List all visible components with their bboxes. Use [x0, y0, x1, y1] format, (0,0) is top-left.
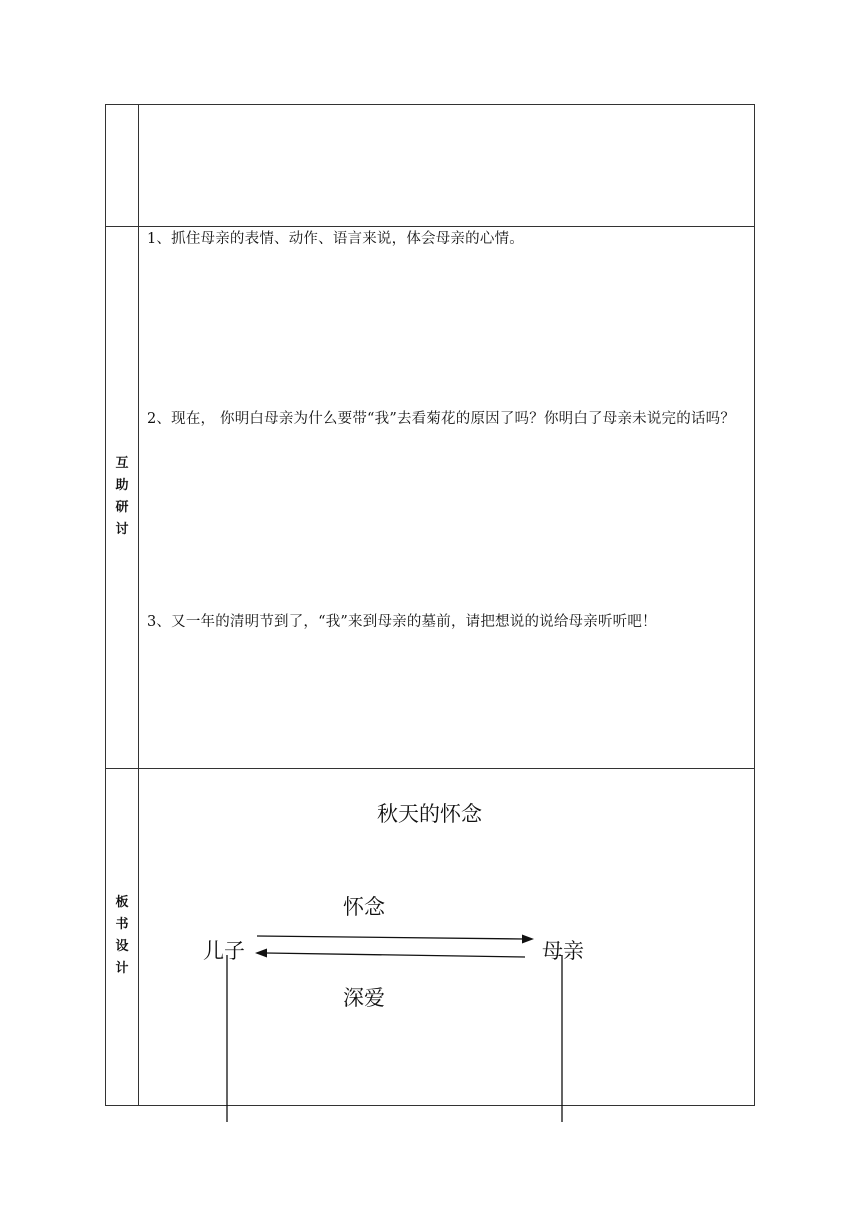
section-label-board	[106, 892, 138, 980]
right-node-label: 母亲	[542, 939, 584, 963]
label-char: 研	[115, 500, 129, 515]
top-arrow-label: 怀念	[343, 895, 385, 919]
label-char: 书	[115, 917, 129, 932]
column-divider	[138, 105, 139, 1105]
bottom-arrow-label: 深爱	[343, 986, 385, 1010]
question-2: 2、现在， 你明白母亲为什么要带“我”去看菊花的原因了吗？你明白了母亲未说完的话吗？	[147, 411, 736, 427]
question-1: 1、抓住母亲的表情、动作、语言来说，体会母亲的心情。	[147, 231, 524, 247]
label-char: 计	[115, 961, 129, 976]
label-char: 助	[115, 478, 129, 493]
label-char: 互	[115, 456, 129, 471]
section-label-research	[106, 453, 138, 541]
question-3: 3、又一年的清明节到了，“我”来到母亲的墓前，请把想说的说给母亲听听吧！	[147, 614, 657, 630]
label-char: 设	[115, 939, 129, 954]
left-node-label: 儿子	[203, 939, 245, 963]
label-char: 板	[115, 895, 129, 910]
row-divider	[106, 226, 754, 227]
board-title: 秋天的怀念	[377, 802, 482, 826]
row-divider	[106, 768, 754, 769]
label-char: 讨	[115, 522, 129, 537]
